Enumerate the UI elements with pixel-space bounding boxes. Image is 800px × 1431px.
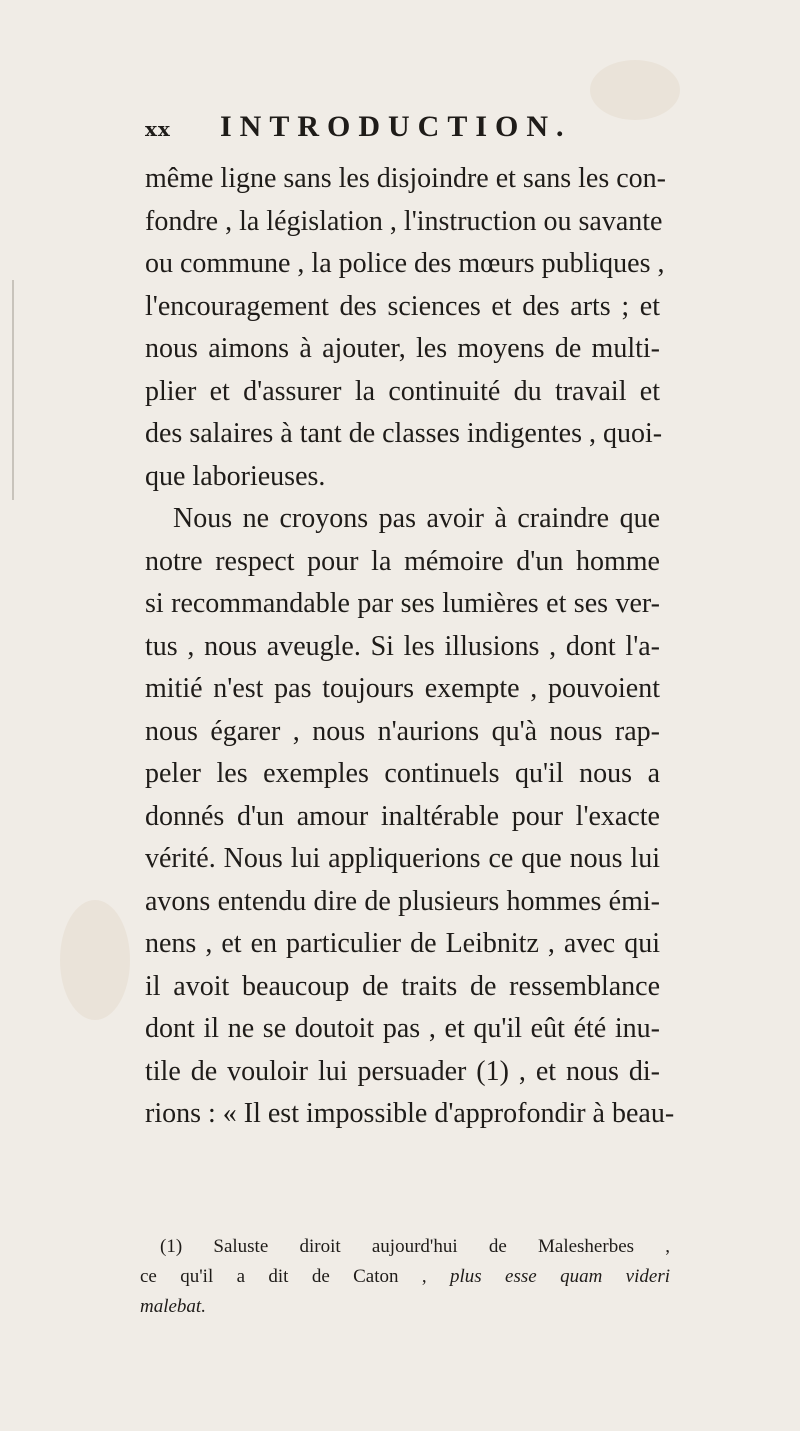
footnote-line: (1) Saluste diroit aujourd'hui de Malesherbes , (160, 1236, 670, 1257)
text-line: avons entendu dire de plusieurs hommes émi- (145, 885, 660, 917)
text-line: donnés d'un amour inaltérable pour l'exacte (145, 800, 660, 832)
footnote-line (140, 1262, 670, 1292)
text-line: ou commune , la police des mœurs publiques , (145, 248, 665, 279)
text-line: que laborieuses. (145, 460, 326, 492)
text-line: tus , nous aveugle. Si les illusions , dont l'a- (145, 630, 660, 662)
footnote-text: ce qu'il a dit de Caton , (140, 1266, 451, 1287)
text-line: nous égarer , nous n'aurions qu'à nous rap- (145, 715, 660, 747)
page-number: xx (145, 117, 171, 141)
text-line: notre respect pour la mémoire d'un homme (145, 545, 660, 577)
text-line: des salaires à tant de classes indigentes , quoi- (145, 418, 663, 449)
footnote-latin-quote: plus esse quam videri (450, 1266, 670, 1287)
text-line: plier et d'assurer la continuité du travail et (145, 375, 660, 407)
footnote-latin-quote-end: malebat. (140, 1296, 206, 1317)
footnote-line (140, 1292, 670, 1322)
text-line: nous aimons à ajouter, les moyens de multi- (145, 333, 660, 364)
body-text (145, 158, 675, 1136)
text-line: rions : « Il est impossible d'approfondir à beau- (145, 1098, 675, 1129)
text-line: vérité. Nous lui appliquerions ce que nous lui (145, 843, 660, 874)
text-line: l'encouragement des sciences et des arts ; et (145, 290, 660, 322)
text-line: si recommandable par ses lumières et ses ver- (145, 588, 660, 619)
text-line: même ligne sans les disjoindre et sans les con- (145, 163, 666, 194)
text-line: il avoit beaucoup de traits de ressemblance (145, 970, 660, 1002)
text-line: nens , et en particulier de Leibnitz , avec qui (145, 928, 660, 959)
paragraph-start-line: Nous ne croyons pas avoir à craindre que (173, 503, 660, 534)
text-line: fondre , la législation , l'instruction ou savante (145, 205, 663, 237)
footnote (140, 1232, 670, 1322)
text-line: dont il ne se doutoit pas , et qu'il eût été inu- (145, 1013, 660, 1044)
margin-mark (12, 280, 14, 500)
text-line: peler les exemples continuels qu'il nous a (145, 758, 660, 789)
paper-stain (60, 900, 130, 1020)
text-line: tile de vouloir lui persuader (1) , et nous di- (145, 1055, 660, 1087)
text-line: mitié n'est pas toujours exempte , pouvoient (145, 673, 660, 704)
running-header (145, 110, 625, 150)
running-title: INTRODUCTION. (220, 110, 572, 143)
